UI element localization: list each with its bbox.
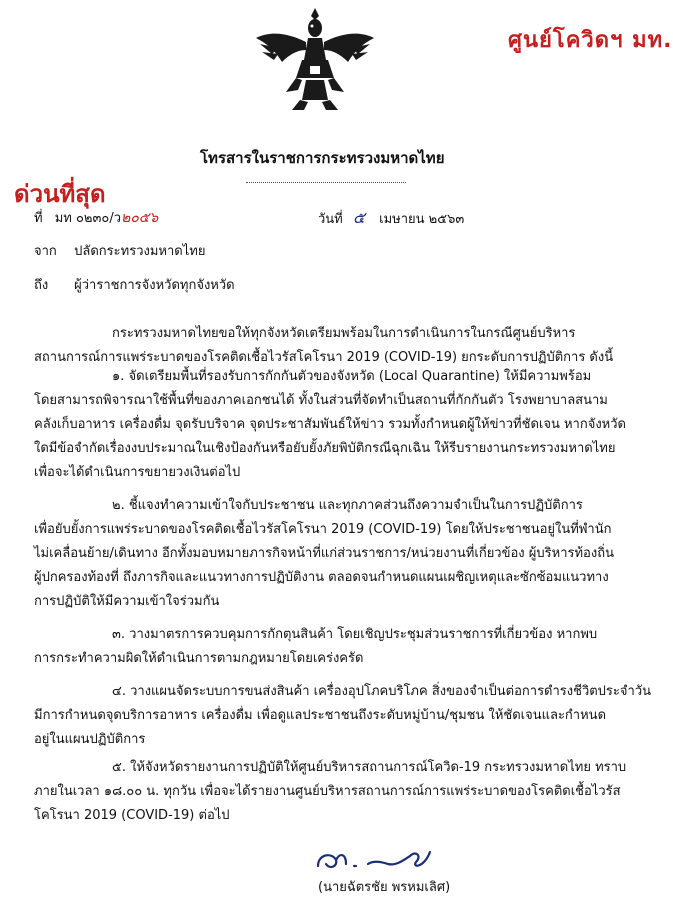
item-2-line: ๒. ชี้แจงทำความเข้าใจกับประชาชน และทุกภาคส่วนถึงความจำเป็นในการปฏิบัติการ (112, 498, 583, 513)
intro-line-1: กระทรวงมหาดไทยขอให้ทุกจังหวัดเตรียมพร้อมในการดำเนินการในกรณีศูนย์บริหาร (112, 326, 576, 341)
signature-mark (312, 846, 442, 876)
reference-number: มท ๐๒๓๐/ว (54, 211, 121, 226)
from-row (34, 244, 205, 260)
item-2-line: ไม่เคลื่อนย้าย/เดินทาง อีกทั้งมอบหมายภารกิจหน้าที่แก่ส่วนราชการ/หน่วยงานที่เกี่ยวข้อง ผู้บริหารท้องถิ่น (34, 546, 614, 561)
center-stamp: ศูนย์โควิดฯ มท. (508, 28, 673, 53)
item-4-line: ๔. วางแผนจัดระบบการขนส่งสินค้า เครื่องอุปโภคบริโภค สิ่งของจำเป็นต่อการดำรงชีวิตประจำวัน (112, 684, 652, 699)
to-row (34, 278, 235, 294)
item-3-line: การกระทำความผิดให้ดำเนินการตามกฎหมายโดยเคร่งครัด (34, 651, 364, 666)
item-2-line: การปฏิบัติให้มีความเข้าใจร่วมกัน (34, 594, 220, 609)
intro-line-2: สถานการณ์การแพร่ระบาดของโรคติดเชื้อไวรัสโคโรนา 2019 (COVID-19) ยกระดับการปฏิบัติการ ดังนี้ (34, 350, 614, 365)
garuda-emblem-icon (250, 4, 380, 114)
to-label: ถึง (34, 278, 49, 293)
date-label: วันที่ (318, 212, 343, 227)
item-3-line: ๓. วางมาตรการควบคุมการกักตุนสินค้า โดยเชิญประชุมส่วนราชการที่เกี่ยวข้อง หากพบ (112, 627, 598, 642)
item-5-line: ภายในเวลา ๑๘.๐๐ น. ทุกวัน เพื่อจะได้รายงานศูนย์บริหารสถานการณ์การแพร่ระบาดของโรคติดเชื้อไวรัส (34, 784, 621, 799)
item-2-line: ผู้ปกครองท้องที่ ถึงภารกิจและแนวทางการปฏิบัติงาน ตลอดจนกำหนดแผนเผชิญเหตุและซักซ้อมแนวทาง (34, 570, 609, 585)
item-1-line: ใดมีข้อจำกัดเรื่องงบประมาณในเชิงป้องกันหรือยับยั้งภัยพิบัติกรณีฉุกเฉิน ให้รีบรายงานกระทรวงมหาดไทย (34, 441, 616, 456)
to-value: ผู้ว่าราชการจังหวัดทุกจังหวัด (74, 278, 235, 293)
reference-row (34, 210, 158, 227)
item-1-line: โดยสามารถพิจารณาใช้พื้นที่ของภาคเอกชนได้ ทั้งในส่วนที่จัดทำเป็นสถานที่กักกันตัว โรงพยาบาลสนาม (34, 393, 608, 408)
item-1-line: ๑. จัดเตรียมพื้นที่รองรับการกักกันตัวของจังหวัด (Local Quarantine) ให้มีความพร้อม (112, 369, 592, 384)
item-4-line: มีการกำหนดจุดบริการอาหาร เครื่องดื่ม เพื่อดูแลประชาชนถึงระดับหมู่บ้าน/ชุมชน ให้ชัดเจนและกำหนด (34, 708, 607, 723)
title-dotted-line (246, 181, 406, 183)
from-label: จาก (34, 244, 57, 259)
item-5-line: โคโรนา 2019 (COVID-19) ต่อไป (34, 808, 230, 823)
item-1-line: คลังเก็บอาหาร เครื่องดื่ม จุดรับบริจาค จุดประชาสัมพันธ์ให้ข่าว รวมทั้งกำหนดผู้ให้ข่าวที่ชัดเจน หากจังหวัด (34, 417, 626, 432)
reference-handwritten: ๒๐๕๖ (121, 210, 159, 226)
date-row (318, 210, 464, 228)
item-5-line: ๕. ให้จังหวัดรายงานการปฏิบัติให้ศูนย์บริหารสถานการณ์โควิด-19 กระทรวงมหาดไทย ทราบ (112, 760, 627, 775)
reference-label: ที่ (34, 211, 43, 226)
item-1-line: เพื่อจะได้ดำเนินการขยายวงเงินต่อไป (34, 465, 241, 480)
signer-name: (นายฉัตรชัย พรหมเลิศ) (318, 880, 451, 895)
urgent-stamp: ด่วนที่สุด (14, 180, 106, 208)
item-4-line: อยู่ในแผนปฏิบัติการ (34, 732, 146, 747)
item-2-line: เพื่อยับยั้งการแพร่ระบาดของโรคติดเชื้อไวรัสโคโรนา 2019 (COVID-19) โดยให้ประชาชนอยู่ในที่พำนัก (34, 522, 612, 537)
page-title: โทรสารในราชการกระทรวงมหาดไทย (200, 149, 445, 167)
from-value: ปลัดกระทรวงมหาดไทย (74, 244, 206, 259)
date-day-handwritten: ๕ (352, 208, 366, 227)
date-month-year: เมษายน ๒๕๖๓ (379, 212, 465, 227)
